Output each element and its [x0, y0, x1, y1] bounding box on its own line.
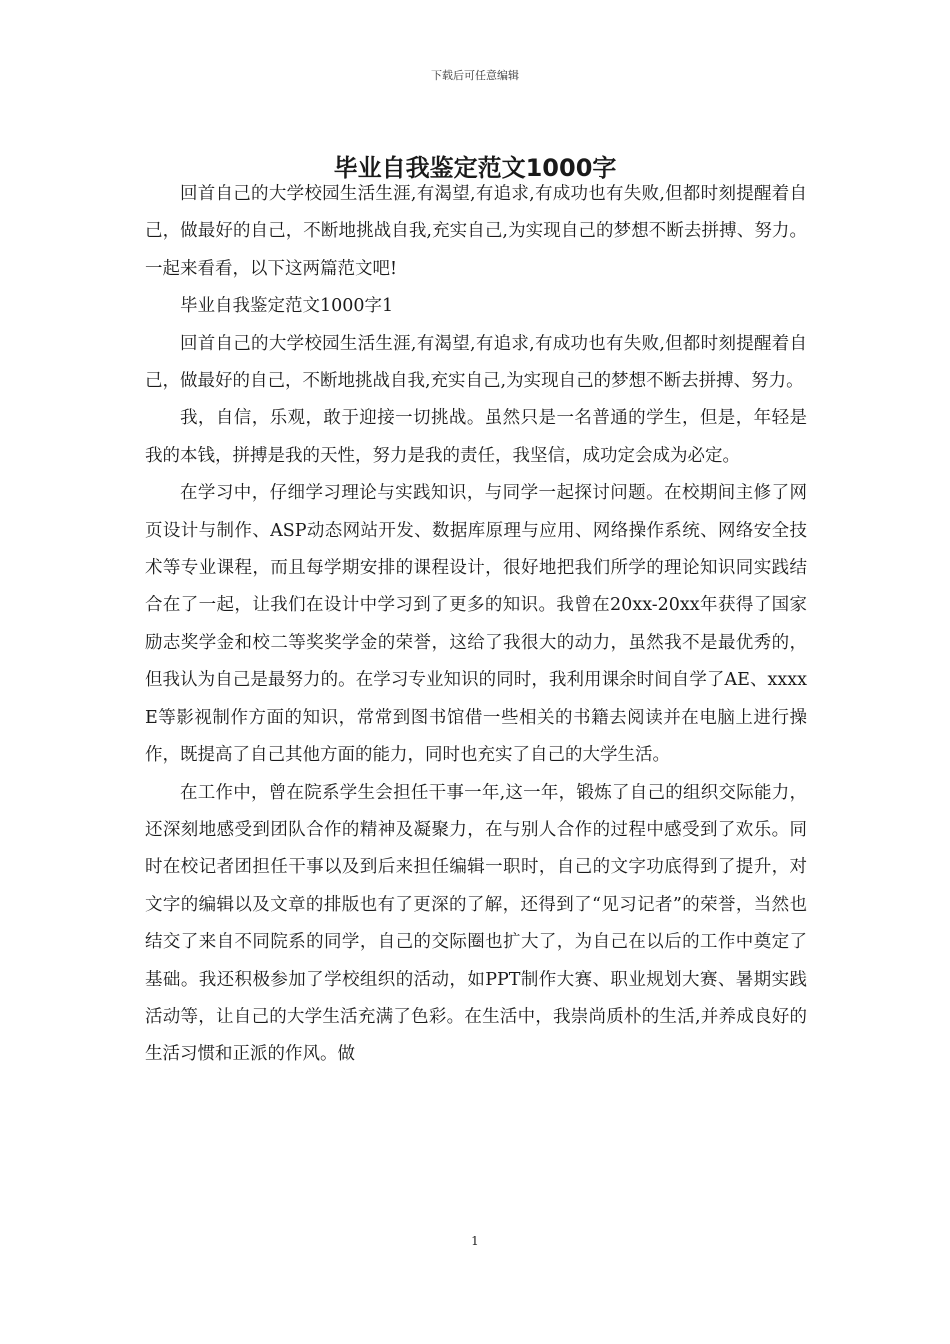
page-number: 1	[471, 1234, 479, 1248]
body-paragraph: 回首自己的大学校园生活生涯,有渴望,有追求,有成功也有失败,但都时刻提醒着自己，做最好的自己，不断地挑战自我,充实自己,为实现自己的梦想不断去拼搏、努力。	[145, 333, 807, 392]
header-note: 下载后可任意编辑	[431, 69, 519, 82]
body-paragraph: 在学习中，仔细学习理论与实践知识，与同学一起探讨问题。在校期间主修了网页设计与制作、ASP动态网站开发、数据库原理与应用、网络操作系统、网络安全技术等专业课程，而且每学期安排的课程设计，很好地把我们所学的理论知识同实践结合在了一起，让我们在设计中学习到了更多的知识。我曾在20xx-20xx年获得了国家励志奖学金和校二等奖奖学金的荣誉，这给了我很大的动力，虽然我不是最优秀的，但我认为自己是最努力的。在学习专业知识的同时，我利用课余时间自学了AE、xxxxE等影视制作方面的知识，常常到图书馆借一些相关的书籍去阅读并在电脑上进行操作，既提高了自己其他方面的能力，同时也充实了自己的大学生活。	[145, 483, 807, 766]
intro-paragraph: 回首自己的大学校园生活生涯,有渴望,有追求,有成功也有失败,但都时刻提醒着自己，做最好的自己，不断地挑战自我,充实自己,为实现自己的梦想不断去拼搏、努力。一起来看看，以下这两篇范文吧!	[145, 184, 807, 279]
section-heading: 毕业自我鉴定范文1000字1	[180, 296, 394, 317]
document-title: 毕业自我鉴定范文1000字	[333, 154, 617, 182]
body-paragraph: 在工作中，曾在院系学生会担任干事一年,这一年，锻炼了自己的组织交际能力，还深刻地感受到团队合作的精神及凝聚力，在与别人合作的过程中感受到了欢乐。同时在校记者团担任干事以及到后来担任编辑一职时，自己的文字功底得到了提升，对文字的编辑以及文章的排版也有了更深的了解，还得到了“见习记者”的荣誉，当然也结交了来自不同院系的同学，自己的交际圈也扩大了，为自己在以后的工作中奠定了基础。我还积极参加了学校组织的活动，如PPT制作大赛、职业规划大赛、暑期实践活动等，让自己的大学生活充满了色彩。在生活中，我崇尚质朴的生活,并养成良好的生活习惯和正派的作风。做	[145, 782, 807, 1065]
document-body	[145, 176, 807, 1074]
body-paragraph: 我，自信，乐观，敢于迎接一切挑战。虽然只是一名普通的学生，但是，年轻是我的本钱，拼搏是我的天性，努力是我的责任，我坚信，成功定会成为必定。	[145, 408, 807, 466]
